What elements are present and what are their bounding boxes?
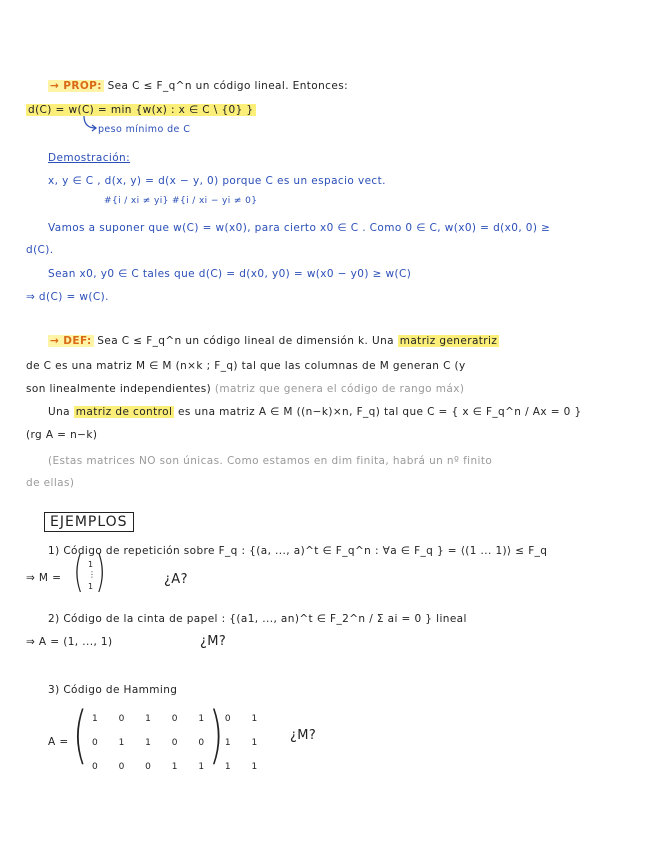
right-paren: ) <box>95 546 106 597</box>
def-line-4 <box>48 406 582 418</box>
left-paren: ( <box>72 698 88 771</box>
demo-line-1: x, y ∈ C , d(x, y) = d(x − y, 0) porque C es un espacio vect. <box>48 175 386 187</box>
prop-label: → PROP: <box>50 80 102 92</box>
right-paren: ) <box>208 698 224 771</box>
demo-line-1b: #{i / xi ≠ yi} #{i / xi − yi ≠ 0} <box>104 196 258 206</box>
vector-entry: 1 <box>88 582 94 591</box>
demo-title: Demostración: <box>48 152 131 164</box>
demo-line-4: Sean x0, y0 ∈ C tales que d(C) = d(x0, y0) = w(x0 − y0) ≥ w(C) <box>48 268 412 280</box>
def-line-7: de ellas) <box>26 477 75 489</box>
def-line-3b: (matriz que genera el código de rango máx) <box>214 383 465 395</box>
def-control-matrix: matriz de control <box>75 406 173 418</box>
def-label: → DEF: <box>50 335 92 347</box>
prop-formula-line <box>26 104 256 116</box>
demo-line-2: Vamos a suponer que w(C) = w(x0), para cierto x0 ∈ C . Como 0 ∈ C, w(x0) = d(x0, 0) ≥ <box>48 222 551 234</box>
note-arrow-icon <box>80 116 100 134</box>
example-2-question: ¿M? <box>200 634 227 649</box>
def-generator-matrix: matriz generatriz <box>399 335 498 347</box>
matrix-row: 0 1 1 0 0 1 1 <box>92 738 267 748</box>
def-line-4a: Una <box>48 406 70 418</box>
example-3-label: A = <box>48 736 69 748</box>
def-line-4c: es una matriz A ∈ M ((n−k)×n, F_q) tal que C = { x ∈ F_q^n / Ax = 0 } <box>178 406 582 418</box>
demo-line-5: ⇒ d(C) = w(C). <box>26 291 109 303</box>
def-line-1 <box>48 335 499 347</box>
vector-entry: ⋮ <box>88 570 97 579</box>
def-line-2: de C es una matriz M ∈ M (n×k ; F_q) tal que las columnas de M generan C (y <box>26 360 466 372</box>
def-line-6: (Estas matrices NO son únicas. Como estamos en dim finita, habrá un nº finito <box>48 455 493 467</box>
example-3: 3) Código de Hamming <box>48 684 178 696</box>
def-line-3 <box>26 383 464 395</box>
example-2-result: ⇒ A = (1, ..., 1) <box>26 636 113 648</box>
def-line-5: (rg A = n−k) <box>26 429 98 441</box>
vector-entry: 1 <box>88 560 94 569</box>
example-2: 2) Código de la cinta de papel : {(a1, ..., an)^t ∈ F_2^n / Σ ai = 0 } lineal <box>48 613 467 625</box>
matrix-row: 0 0 0 1 1 1 1 <box>92 762 267 772</box>
example-1-result: ⇒ M = <box>26 572 62 584</box>
example-1: 1) Código de repetición sobre F_q : {(a, ..., a)^t ∈ F_q^n : ∀a ∈ F_q } = ⟨(1 ... 1)⟩ ≤ F_q <box>48 545 548 557</box>
prop-note: peso mínimo de C <box>98 124 191 135</box>
matrix-row: 1 0 1 0 1 0 1 <box>92 714 267 724</box>
demo-line-3: d(C). <box>26 244 54 256</box>
prop-formula: d(C) = w(C) = min {w(x) : x ∈ C \ {0} } <box>28 104 254 116</box>
prop-statement: Sea C ≤ F_q^n un código lineal. Entonces: <box>107 80 349 92</box>
example-1-question: ¿A? <box>164 572 188 587</box>
def-line-1a: Sea C ≤ F_q^n un código lineal de dimensión k. Una <box>97 335 394 347</box>
prop-line <box>48 80 348 92</box>
def-line-3a: son linealmente independientes) <box>26 383 212 395</box>
example-3-question: ¿M? <box>290 728 317 743</box>
examples-title: EJEMPLOS <box>44 512 134 532</box>
left-paren: ( <box>73 546 84 597</box>
